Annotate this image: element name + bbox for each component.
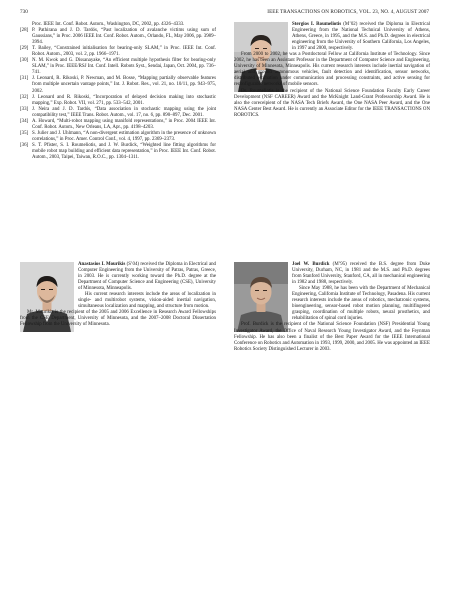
author-name-burdick: Joel W. Burdick [292, 262, 330, 267]
reference-items [20, 28, 216, 161]
reference-item [20, 131, 216, 143]
author-name-mourikis: Anastasios I. Mourikis [78, 262, 126, 267]
reference-number: [29] [20, 46, 29, 52]
reference-text: J. Leonard and R. Rikoski, “Incorporation of delayed decision making into stochastic mapping,” Exp. Robot. VII, vol. 271, pp. 533–542, 2001. [32, 94, 216, 106]
bio-roumeliotis [234, 22, 430, 119]
reference-number: [33] [20, 106, 29, 112]
reference-item [20, 76, 216, 94]
bio-mourikis [20, 262, 216, 329]
reference-item [20, 46, 216, 58]
reference-text: P. Pathirana and J. D. Tardós, “Past localization of avalanche victims using sum of Gaussians,” in Proc. 2006 IEEE Int. Conf. Robot. Autom., Orlando, FL, May 2006, pp. 3989–3994. [32, 28, 216, 46]
reference-text: S. Julier and J. Uhlmann, “A non-divergent estimation algorithm in the presence of unknown correlations,” in Proc. Amer. Control Conf., vol. 4, 1997, pp. 2369–2373. [32, 130, 216, 142]
reference-item [20, 58, 216, 76]
journal-title: IEEE TRANSACTIONS ON ROBOTICS, VOL. 23, NO. 4, AUGUST 2007 [267, 9, 429, 15]
reference-item [20, 119, 216, 131]
reference-number: [36] [20, 142, 29, 148]
bio-burdick-p2: Since May 1988, he has been with the Department of Mechanical Engineering, California Institute of Technology, Pasadena. His current research interests include the areas of robotics, mechatronic systems, bioengineering, sensor-based robot motion planning, multifingered grasping, coordination of multiple robots, neural prosthetics, and rehabilitation of spinal cord injuries. [292, 286, 430, 322]
reference-item [20, 107, 216, 119]
reference-number: [32] [20, 94, 29, 100]
reference-text: N. M. Kwok and G. Dissanayake, “An efficient multiple hypothesis filter for bearing-only SLAM,” in Proc. IEEE/RSJ Int. Conf. Intell. Robots Syst., Sendai, Japan, Oct. 2004, pp. 736–741. [32, 58, 216, 76]
bio-roumeliotis-p2: From 2000 to 2002, he was a Postdoctoral Fellow at California Institute of Technology. Since 2002, he has been an Assistant Professor in the Department of Computer Science and Engineering, University of Minnesota, Minneapolis. His current research interests include inertial navigation of aerial and ground autonomous vehicles, fault detection and identification, sensor networks, distributed estimation under communication and processing constraints, and active sensing for reconfigurable networks of mobile sensors. [234, 52, 430, 88]
reference-text: J. Neira and J. D. Tardós, “Data association in stochastic mapping using the joint compatibility test,” IEEE Trans. Robot. Autom., vol. 17, no. 6, pp. 890–897, Dec. 2001. [32, 106, 216, 118]
reference-item [20, 95, 216, 107]
reference-text: J. Leonard, R. Rikoski, P. Newman, and M. Bosse, “Mapping partially observable features from multiple uncertain vantage points,” Int. J. Robot. Res., vol. 21, no. 10/11, pp. 943–975, 2002. [32, 76, 216, 94]
running-header [20, 9, 429, 17]
reference-item [20, 28, 216, 46]
bio-burdick-p3: Prof. Burdick is the recipient of the National Science Foundation (NSF) Presidential Young Investigator Award, the Office of Naval Research Young Investigator Award, and the Feynman Fellowship. He has also been a finalist of the Best Paper Award for the IEEE International Conference on Robotics and Automation in 1993, 1999, 2000, and 2005. He was appointed an IEEE Robotics Society Distinguished Lecturer in 2003. [234, 322, 430, 352]
page-number: 730 [20, 9, 28, 15]
reference-number: [34] [20, 118, 29, 124]
bio-mourikis-p2: His current research interests include the areas of localization in single- and multirobot systems, vision-aided inertial navigation, simultaneous localization and mapping, and structure from motion. [78, 292, 216, 310]
bio-burdick [234, 262, 430, 353]
bio-mourikis-p3: Mr. Mourikis is the recipient of the 2005 and 2006 Excellence in Research Award Fellowships from the CSE Department, University of Minnesota, and the 2007–2008 Doctoral Dissertation Fellowship from the University of Minnesota. [20, 310, 216, 328]
author-name-roumeliotis: Stergios I. Roumeliotis [292, 22, 342, 27]
reference-number: [30] [20, 58, 29, 64]
reference-list [20, 22, 216, 161]
reference-item [20, 143, 216, 161]
reference-text: S. T. Pfister, S. I. Roumeliotis, and J. W. Burdick, “Weighted line fitting algorithms for mobile robot map building and efficient data representation,” in Proc. IEEE Int. Conf. Robot. Autom., 2003, Taipei, Taiwan, R.O.C., pp. 1304–1311. [32, 142, 216, 161]
reference-text: A. Howard, “Multi-robot mapping using manifold representations,” in Proc. 2004 IEEE Int. Conf. Robot. Autom., New Orleans, LA, Apr., pp. 4198–4203. [32, 118, 216, 130]
reference-text: T. Bailey, “Constrained initialisation for bearing-only SLAM,” in Proc. IEEE Int. Conf. Robot. Autom., 2003, vol. 2, pp. 1966–1971. [32, 46, 216, 58]
reference-number: [35] [20, 130, 29, 136]
bio-burdick-p1: Joel W. Burdick (M’95) received the B.S. degree from Duke University, Durham, NC, in 1981 and the M.S. and Ph.D. degrees from Stanford University, Stanford, CA, all in mechanical engineering in 1982 and 1988, respectively. [292, 262, 431, 286]
reference-number: [28] [20, 28, 29, 34]
bio-mourikis-p1: Anastasios I. Mourikis (S’04) received the Diploma in Electrical and Computer Engineering from the University of Patras, Patras, Greece, in 2003. He is currently working toward the Ph.D. degree at the Department of Computer Science and Engineering (CSE), University of Minnesota, Minneapolis. [78, 262, 216, 292]
bio-roumeliotis-p1: Stergios I. Roumeliotis (M’02) received the Diploma in Electrical Engineering from the National Technical University of Athens, Athens, Greece, in 1995, and the M.S. and Ph.D. degrees in electrical engineering from the University of Southern California, Los Angeles, in 1997 and 2000, respectively. [292, 22, 430, 52]
bio-roumeliotis-p3: Dr. Roumeliotis is the recipient of the National Science Foundation Faculty Early Career Development (NSF CAREER) Award and the McKnight Land-Grant Professorship Award. He is also the coreceipient of the NASA Tech Briefs Award, the One NASA Peer Award, and the One NASA Center Best Award. He is currently an Associate Editor for the IEEE TRANSACTIONS ON ROBOTICS. [234, 88, 430, 118]
reference-number: [31] [20, 76, 29, 82]
reference-continuation: Proc. IEEE Int. Conf. Robot. Autom., Washington, DC, 2002, pp. 4326–4333. [32, 22, 185, 27]
